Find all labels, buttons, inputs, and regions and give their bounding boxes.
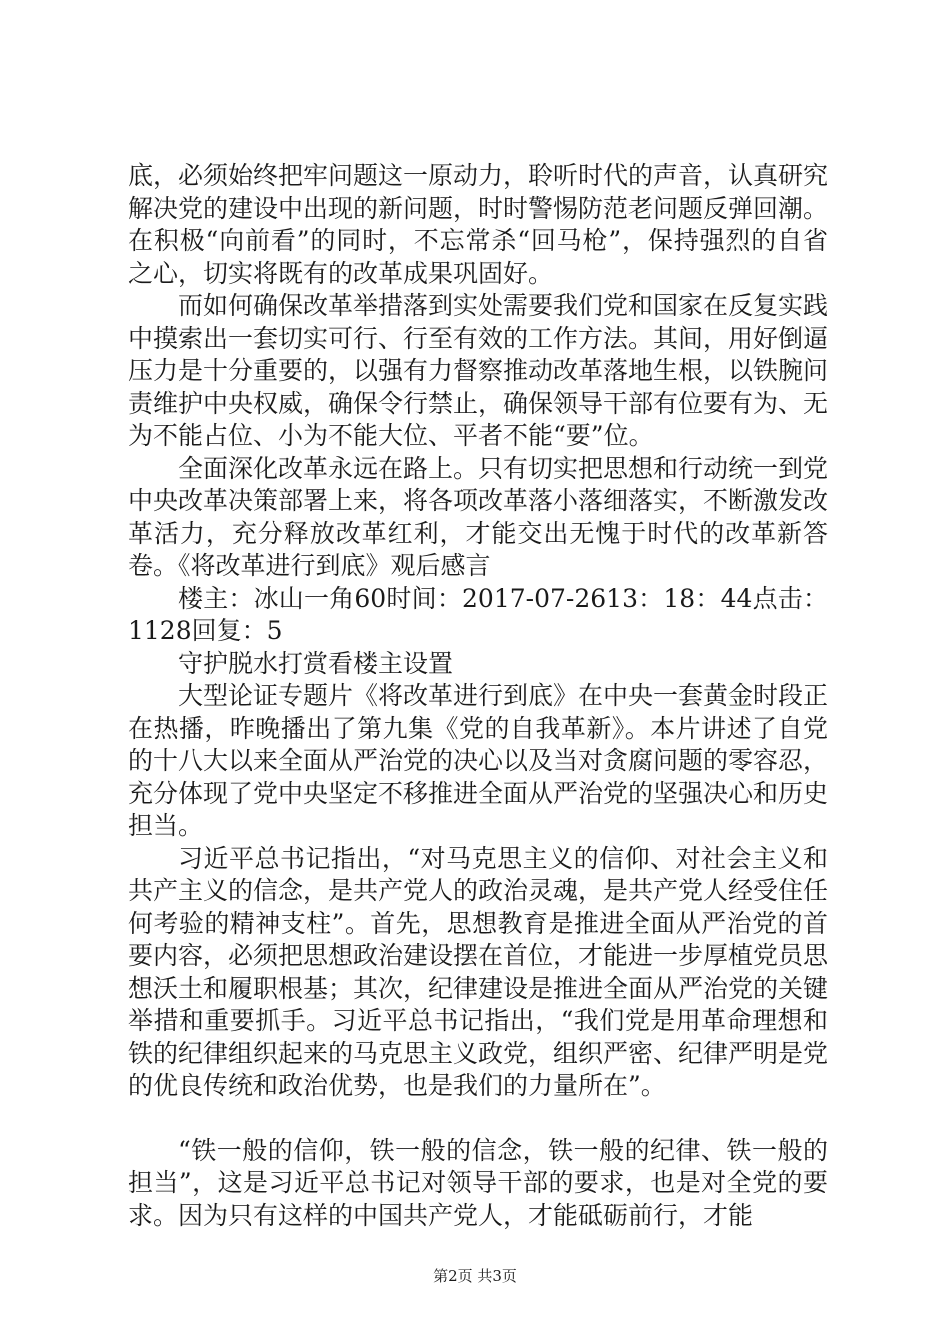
paragraph-iron-faith: “铁一般的信仰，铁一般的信念，铁一般的纪律、铁一般的担当”，这是习近平总书记对领导干部的要求，也是对全党的要求。因为只有这样的中国共产党人，才能砥砺前行，才能 <box>128 1135 828 1230</box>
paragraph-documentary-intro: 大型论证专题片《将改革进行到底》在中央一套黄金时段正在热播，昨晚播出了第九集《党的自我革新》。本片讲述了自党的十八大以来全面从严治党的决心以及当对贪腐问题的零容忍，充分体现了党中央坚定不移推进全面从严治党的坚强决心和历史担当。 <box>128 681 829 840</box>
paragraph-continuation: 底，必须始终把牢问题这一原动力，聆听时代的声音，认真研究解决党的建设中出现的新问题，时时警惕防范老问题反弹回潮。在积极“向前看”的同时，不忘常杀“回马枪”，保持强烈的自省之心，切实将既有的改革成果巩固好。 <box>128 161 829 288</box>
paragraph-xi-quote: 习近平总书记指出，“对马克思主义的信仰、对社会主义和共产主义的信念，是共产党人的政治灵魂，是共产党人经受住任何考验的精神支柱”。首先，思想教育是推进全面从严治党的首要内容，必须把思想政治建设摆在首位，才能进一步厚植党员思想沃土和履职根基；其次，纪律建设是推进全面从严治党的关键举措和重要抓手。习近平总书记指出，“我们党是用革命理想和铁的纪律组织起来的马克思主义政党，组织严密、纪律严明是党的优良传统和政治优势，也是我们的力量所在”。 <box>128 843 829 1100</box>
document-body <box>128 160 828 1232</box>
paragraph-reform-methods: 而如何确保改革举措落到实处需要我们党和国家在反复实践中摸索出一套切实可行、行至有效的工作方法。其间，用好倒逼压力是十分重要的，以强有力督察推动改革落地生根，以铁腕问责维护中央权威，确保令行禁止，确保领导干部有位要有为、无为不能占位、小为不能大位、平者不能“要”位。 <box>128 291 829 450</box>
post-toolbar-text: 守护脱水打赏看楼主设置 <box>178 648 454 678</box>
post-meta-line: 楼主：冰山一角60时间：2017-07-2613：18：44点击：1128回复：5 <box>128 583 828 645</box>
page-number-footer: 第2页 共3页 <box>433 1267 517 1285</box>
paragraph-gap <box>128 1103 828 1135</box>
paragraph-deepen-reform: 全面深化改革永远在路上。只有切实把思想和行动统一到党中央改革决策部署上来，将各项改革落小落细落实，不断激发改革活力，充分释放改革红利，才能交出无愧于时代的改革新答卷。《将改革进行到底》观后感言 <box>128 453 829 580</box>
